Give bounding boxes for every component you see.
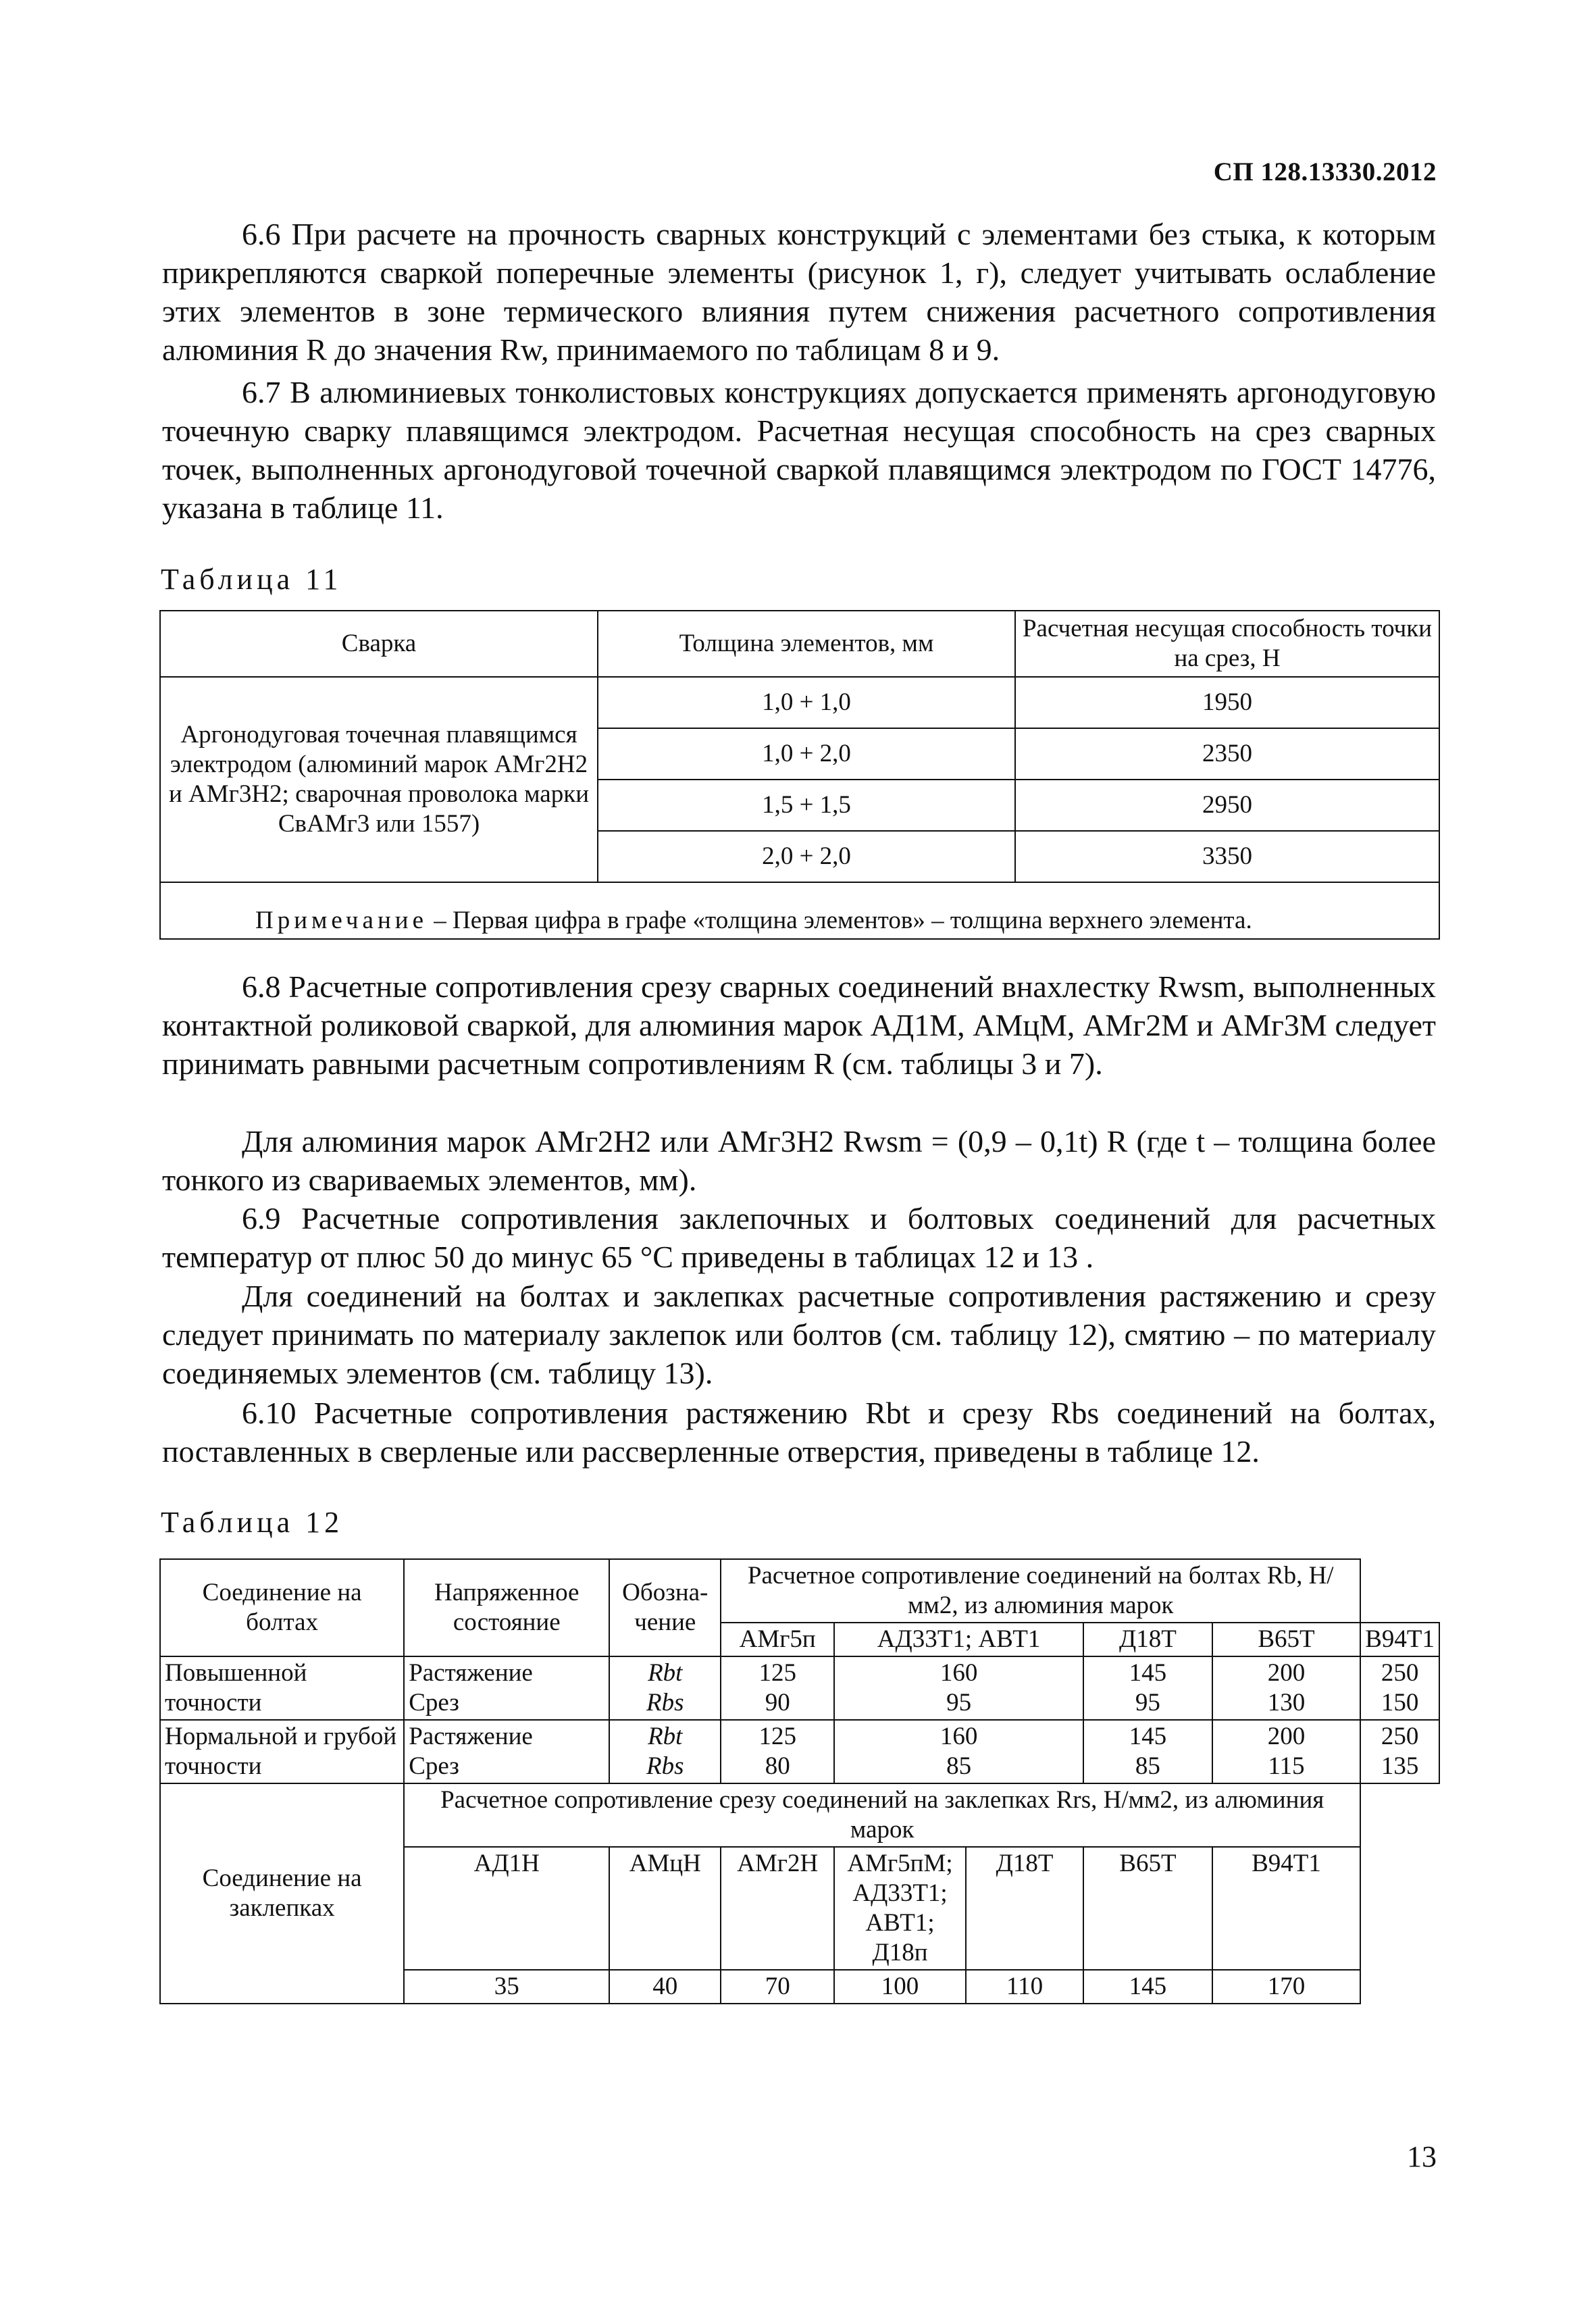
table-cell: 1,0 + 2,0 <box>598 728 1015 780</box>
table-11 <box>159 610 1440 940</box>
table-cell: 170 <box>1212 1970 1360 2004</box>
table-cell: 70 <box>721 1970 834 2004</box>
table-header: Расчетное сопротивление срезу соединений на заклепках Rrs, Н/мм2, из алюминия марок <box>404 1783 1360 1847</box>
table-header: АМг2Н <box>721 1847 834 1970</box>
table-row <box>160 882 1439 939</box>
table-row <box>160 1656 1439 1720</box>
welding-type: Аргонодуговая точечная плавящимся электродом (алюминий марок АМг2Н2 и АМг3Н2; сварочная проволока марки СвАМг3 или 1557) <box>160 677 598 882</box>
table-header: Д18Т <box>1083 1623 1212 1656</box>
table-cell: 250 135 <box>1360 1720 1439 1783</box>
table-cell: 200 130 <box>1212 1656 1360 1720</box>
paragraph-6-8: 6.8 Расчетные сопротивления срезу сварных соединений внахлестку Rwsm, выполненных контактной роликовой сваркой, для алюминия марок АД1М, АМцМ, АМг2М и АМг3М следует принимать равными расчетным сопротивлениям R (см. таблицы 3 и 7). <box>162 969 1436 1081</box>
table-row <box>160 1559 1439 1623</box>
table-cell: 145 95 <box>1083 1656 1212 1720</box>
paragraph-6-8b: Для алюминия марок АМг2Н2 или АМг3Н2 Rwsm = (0,9 – 0,1t) R (где t – толщина более тонкого из свариваемых элементов, мм). <box>162 1124 1436 1197</box>
table-cell: 160 95 <box>834 1656 1083 1720</box>
table-cell: 1,0 + 1,0 <box>598 677 1015 728</box>
table-cell: 250 150 <box>1360 1656 1439 1720</box>
table-12 <box>159 1558 1440 2004</box>
paragraph-6-7: 6.7 В алюминиевых тонколистовых конструкциях допускается применять аргонодуговую точечную сварку плавящимся электродом. Расчетная несущая способность на срез сварных точек, выполненных аргонодуговой точечной сваркой плавящимся электродом по ГОСТ 14776, указана в таблице 11. <box>162 375 1436 525</box>
table-header: Обозна-чение <box>609 1559 721 1656</box>
table-row <box>160 1783 1439 1847</box>
table-header: Расчетное сопротивление соединений на болтах Rb, Н/мм2, из алюминия марок <box>721 1559 1360 1623</box>
table-header: АД1Н <box>404 1847 609 1970</box>
table-cell: 125 90 <box>721 1656 834 1720</box>
table-header: Сварка <box>160 611 598 677</box>
table-cell: 35 <box>404 1970 609 2004</box>
table-cell: 125 80 <box>721 1720 834 1783</box>
table-header: АМцН <box>609 1847 721 1970</box>
table-header: В94Т1 <box>1212 1847 1360 1970</box>
table-11-caption: Таблица 11 <box>161 563 342 596</box>
table-cell: 160 85 <box>834 1720 1083 1783</box>
table-header: В65Т <box>1212 1623 1360 1656</box>
table-cell: 100 <box>834 1970 966 2004</box>
table-header: Соединение на болтах <box>160 1559 404 1656</box>
table-cell: 1950 <box>1015 677 1439 728</box>
table-cell: 200 115 <box>1212 1720 1360 1783</box>
table-header: АД33Т1; АВТ1 <box>834 1623 1083 1656</box>
table-header: Соединение на заклепках <box>160 1783 404 2004</box>
table-cell: 145 85 <box>1083 1720 1212 1783</box>
table-cell: 2,0 + 2,0 <box>598 831 1015 882</box>
paragraph-6-9: 6.9 Расчетные сопротивления заклепочных и болтовых соединений для расчетных температур от плюс 50 до минус 65 °С приведены в таблицах 12 и 13 . <box>162 1201 1436 1274</box>
table-header: В65Т <box>1083 1847 1212 1970</box>
table-cell: 145 <box>1083 1970 1212 2004</box>
table-header: Напряженное состояние <box>404 1559 609 1656</box>
document-code: СП 128.13330.2012 <box>1213 157 1437 186</box>
table-cell: Нормальной и грубой точности <box>160 1720 404 1783</box>
table-header: Д18Т <box>966 1847 1083 1970</box>
table-cell: Повышенной точности <box>160 1656 404 1720</box>
table-header: АМг5п <box>721 1623 834 1656</box>
table-cell: 110 <box>966 1970 1083 2004</box>
paragraph-6-10: 6.10 Расчетные сопротивления растяжению Rbt и срезу Rbs соединений на болтах, поставленных в сверленые или рассверленные отверстия, приведены в таблице 12. <box>162 1396 1436 1469</box>
table-cell: 3350 <box>1015 831 1439 882</box>
table-cell: Rbt Rbs <box>609 1720 721 1783</box>
table-row <box>160 677 1439 728</box>
table-cell: 2350 <box>1015 728 1439 780</box>
table-cell: 1,5 + 1,5 <box>598 780 1015 831</box>
table-header: Расчетная несущая способность точки на срез, Н <box>1015 611 1439 677</box>
table-header: В94Т1 <box>1360 1623 1439 1656</box>
table-cell: Растяжение Срез <box>404 1656 609 1720</box>
table-row <box>160 611 1439 677</box>
note-text: – Первая цифра в графе «толщина элементов» – толщина верхнего элемента. <box>428 907 1252 934</box>
table-cell: Растяжение Срез <box>404 1720 609 1783</box>
table-row <box>160 1720 1439 1783</box>
table-12-caption: Таблица 12 <box>161 1506 344 1539</box>
table-cell: Rbt Rbs <box>609 1656 721 1720</box>
table-header: АМг5пМ; АД33Т1; АВТ1; Д18п <box>834 1847 966 1970</box>
paragraph-6-9b: Для соединений на болтах и заклепках расчетные сопротивления растяжению и срезу следует принимать по материалу заклепок или болтов (см. таблицу 12), смятию – по материалу соединяемых элементов (см. таблицу 13). <box>162 1279 1436 1390</box>
table-cell: 40 <box>609 1970 721 2004</box>
page-number: 13 <box>1407 2140 1437 2173</box>
paragraph-6-6: 6.6 При расчете на прочность сварных конструкций с элементами без стыка, к которым прикрепляются сваркой поперечные элементы (рисунок 1, г), следует учитывать ослабление этих элементов в зоне термического влияния путем снижения расчетного сопротивления алюминия R до значения Rw, принимаемого по таблицам 8 и 9. <box>162 217 1436 367</box>
table-header: Толщина элементов, мм <box>598 611 1015 677</box>
table-cell: 2950 <box>1015 780 1439 831</box>
note-label: Примечание <box>255 907 428 934</box>
table-note <box>160 882 1439 939</box>
